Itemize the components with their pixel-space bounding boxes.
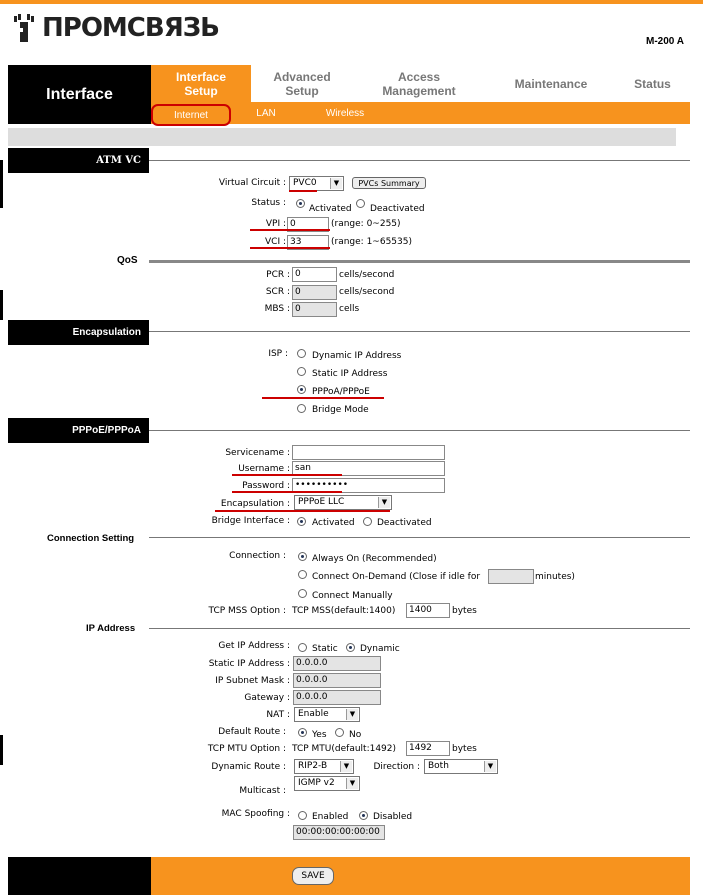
chevron-down-icon: ▼ (340, 761, 352, 772)
get-ip-static-radio[interactable] (298, 643, 307, 652)
dynamic-route-value: RIP2-B (298, 761, 328, 771)
edge-mark (0, 290, 3, 320)
highlight-underline (215, 510, 390, 512)
highlight-underline (250, 229, 330, 231)
section-encapsulation: Encapsulation (8, 320, 149, 345)
tab-label: Status (634, 76, 671, 91)
username-label: Username : (238, 464, 290, 474)
tab-label: Setup (285, 83, 319, 98)
highlight-underline (250, 247, 330, 249)
nat-select[interactable] (294, 707, 360, 722)
isp-static-radio[interactable] (297, 367, 306, 376)
section-ip-address: IP Address (86, 623, 136, 634)
tcp-mss-unit: bytes (452, 606, 477, 616)
mac-disabled-radio[interactable] (359, 811, 368, 820)
mac-spoofing-label: MAC Spoofing : (221, 809, 290, 819)
gateway-input[interactable]: 0.0.0.0 (293, 690, 381, 705)
subnet-mask-label: IP Subnet Mask : (215, 676, 290, 686)
mbs-unit: cells (339, 304, 360, 314)
subtab-lan[interactable]: LAN (256, 107, 276, 119)
conn-always-on-radio[interactable] (298, 552, 307, 561)
servicename-input[interactable] (292, 445, 445, 460)
static-ip-input[interactable]: 0.0.0.0 (293, 656, 381, 671)
section-divider (149, 430, 690, 431)
tcp-mtu-label: TCP MTU Option : (207, 744, 286, 754)
status-deactivated-radio[interactable] (356, 199, 365, 208)
chevron-down-icon: ▼ (484, 761, 496, 772)
gateway-label: Gateway : (244, 693, 290, 703)
bridge-deactivated-text: Deactivated (377, 518, 432, 528)
isp-dynamic-radio[interactable] (297, 349, 306, 358)
nav-section-title: Interface (8, 65, 151, 124)
direction-value: Both (428, 761, 449, 771)
pcr-label: PCR : (266, 270, 290, 280)
tab-label: Maintenance (514, 76, 588, 91)
scr-unit: cells/second (339, 287, 395, 297)
username-input[interactable]: san (292, 461, 445, 476)
isp-dynamic-text: Dynamic IP Address (312, 351, 402, 361)
tcp-mtu-text: TCP MTU(default:1492) (292, 744, 397, 754)
bridge-interface-label: Bridge Interface : (211, 516, 290, 526)
isp-label: ISP : (268, 349, 288, 359)
dynamic-route-label: Dynamic Route : (211, 762, 286, 772)
conn-manually-radio[interactable] (298, 589, 307, 598)
default-route-no-text: No (349, 730, 362, 740)
nat-label: NAT : (266, 710, 290, 720)
nav-left-filler (8, 102, 151, 124)
tab-advanced-setup[interactable] (252, 65, 352, 102)
header-separator (8, 128, 676, 146)
bridge-activated-radio[interactable] (297, 517, 306, 526)
section-divider (149, 331, 690, 332)
virtual-circuit-label: Virtual Circuit : (218, 178, 286, 188)
highlight-underline (232, 491, 342, 493)
tcp-mss-input[interactable]: 1400 (406, 603, 450, 618)
tab-label: Access (397, 69, 441, 84)
chevron-down-icon: ▼ (346, 709, 358, 720)
status-activated-radio[interactable] (296, 199, 305, 208)
get-ip-dynamic-radio[interactable] (346, 643, 355, 652)
save-button[interactable]: SAVE (292, 867, 334, 885)
get-ip-static-text: Static (312, 644, 338, 654)
direction-select[interactable] (424, 759, 498, 774)
chevron-down-icon: ▼ (378, 497, 390, 508)
vci-range: (range: 1~65535) (331, 237, 412, 247)
section-divider (149, 628, 690, 629)
mac-enabled-text: Enabled (312, 812, 349, 822)
conn-on-demand-text: Connect On-Demand (Close if idle for (312, 572, 481, 582)
status-label: Status : (251, 198, 286, 208)
scr-input[interactable]: 0 (292, 285, 337, 300)
get-ip-dynamic-text: Dynamic (360, 644, 400, 654)
static-ip-label: Static IP Address : (208, 659, 290, 669)
conn-on-demand-radio[interactable] (298, 570, 307, 579)
idle-minutes-input[interactable] (488, 569, 534, 584)
chevron-down-icon: ▼ (330, 178, 342, 189)
bridge-deactivated-radio[interactable] (363, 517, 372, 526)
section-connection-setting: Connection Setting (47, 533, 135, 544)
get-ip-label: Get IP Address : (218, 641, 290, 651)
multicast-label: Multicast : (239, 786, 286, 796)
minutes-text: minutes) (535, 572, 575, 582)
subtab-wireless[interactable]: Wireless (325, 107, 365, 119)
edge-mark (0, 735, 3, 765)
isp-bridge-text: Bridge Mode (312, 405, 369, 415)
brand-logo (12, 10, 219, 46)
tab-maintenance[interactable] (500, 65, 602, 102)
multicast-value: IGMP v2 (298, 778, 335, 788)
footer-bar (151, 857, 690, 895)
vpi-range: (range: 0~255) (331, 219, 401, 229)
conn-always-on-text: Always On (Recommended) (312, 554, 437, 564)
password-label: Password : (242, 481, 290, 491)
highlight-underline (262, 397, 384, 399)
footer-left-block (8, 857, 151, 895)
section-pppoe: PPPoE/PPPoA (8, 418, 149, 443)
mac-disabled-text: Disabled (373, 812, 413, 822)
tab-label: Advanced (273, 69, 331, 84)
nat-value: Enable (298, 709, 329, 719)
tab-access-management[interactable] (360, 65, 478, 102)
vpi-label: VPI : (265, 219, 286, 229)
subnet-mask-input[interactable]: 0.0.0.0 (293, 673, 381, 688)
tcp-mtu-unit: bytes (452, 744, 477, 754)
mbs-input[interactable]: 0 (292, 302, 337, 317)
pvcs-summary-button[interactable]: PVCs Summary (352, 177, 426, 189)
default-route-yes-text: Yes (312, 730, 327, 740)
isp-pppoe-text: PPPoA/PPPoE (312, 387, 370, 397)
highlight-underline (289, 190, 317, 192)
edge-mark (0, 160, 3, 208)
section-atm-vc: ATM VC (8, 148, 149, 173)
encapsulation-value: PPPoE LLC (298, 497, 345, 507)
encapsulation-label: Encapsulation : (220, 499, 290, 509)
status-activated-text: Activated (309, 204, 352, 214)
default-route-label: Default Route : (218, 727, 286, 737)
mac-enabled-radio[interactable] (298, 811, 307, 820)
pcr-unit: cells/second (339, 270, 395, 280)
virtual-circuit-select[interactable] (289, 176, 344, 191)
highlight-underline (232, 474, 342, 476)
connection-label: Connection : (229, 551, 286, 561)
tab-label: Setup (184, 83, 218, 98)
pcr-input[interactable]: 0 (292, 267, 337, 282)
tcp-mss-text: TCP MSS(default:1400) (292, 606, 396, 616)
bridge-activated-text: Activated (312, 518, 355, 528)
tab-status[interactable] (615, 65, 690, 102)
section-divider (149, 260, 690, 263)
encapsulation-select[interactable] (294, 495, 392, 510)
isp-bridge-radio[interactable] (297, 404, 306, 413)
brand-name: ПРОМСВЯЗЬ (42, 13, 219, 43)
status-deactivated-text: Deactivated (370, 204, 425, 214)
tab-label: Management (382, 83, 456, 98)
mbs-label: MBS : (264, 304, 290, 314)
brand-logo-icon (12, 12, 38, 44)
vci-input[interactable]: 33 (287, 235, 329, 250)
section-divider (149, 160, 690, 161)
mac-address-input[interactable]: 00:00:00:00:00:00 (293, 825, 385, 840)
tcp-mtu-input[interactable]: 1492 (406, 741, 450, 756)
tab-label: Interface (175, 69, 227, 84)
servicename-label: Servicename : (225, 448, 290, 458)
default-route-no-radio[interactable] (335, 728, 344, 737)
direction-label: Direction : (373, 762, 420, 772)
section-qos: QoS (117, 255, 138, 266)
vci-label: VCI : (265, 237, 286, 247)
subtab-internet[interactable]: Internet (151, 104, 231, 126)
dynamic-route-select[interactable] (294, 759, 354, 774)
tab-interface-setup[interactable] (151, 65, 251, 102)
tcp-mss-label: TCP MSS Option : (208, 606, 286, 616)
isp-pppoe-radio[interactable] (297, 385, 306, 394)
conn-manually-text: Connect Manually (312, 591, 393, 601)
vpi-input[interactable]: 0 (287, 217, 329, 232)
model-name: M-200 A (646, 36, 684, 47)
default-route-yes-radio[interactable] (298, 728, 307, 737)
virtual-circuit-value: PVC0 (293, 178, 317, 188)
top-accent-bar (0, 0, 703, 4)
password-input[interactable]: •••••••••• (292, 478, 445, 493)
isp-static-text: Static IP Address (312, 369, 388, 379)
chevron-down-icon: ▼ (346, 778, 358, 789)
multicast-select[interactable] (294, 776, 360, 791)
subtab-bar (151, 102, 690, 124)
section-divider (149, 537, 690, 538)
scr-label: SCR : (265, 287, 290, 297)
